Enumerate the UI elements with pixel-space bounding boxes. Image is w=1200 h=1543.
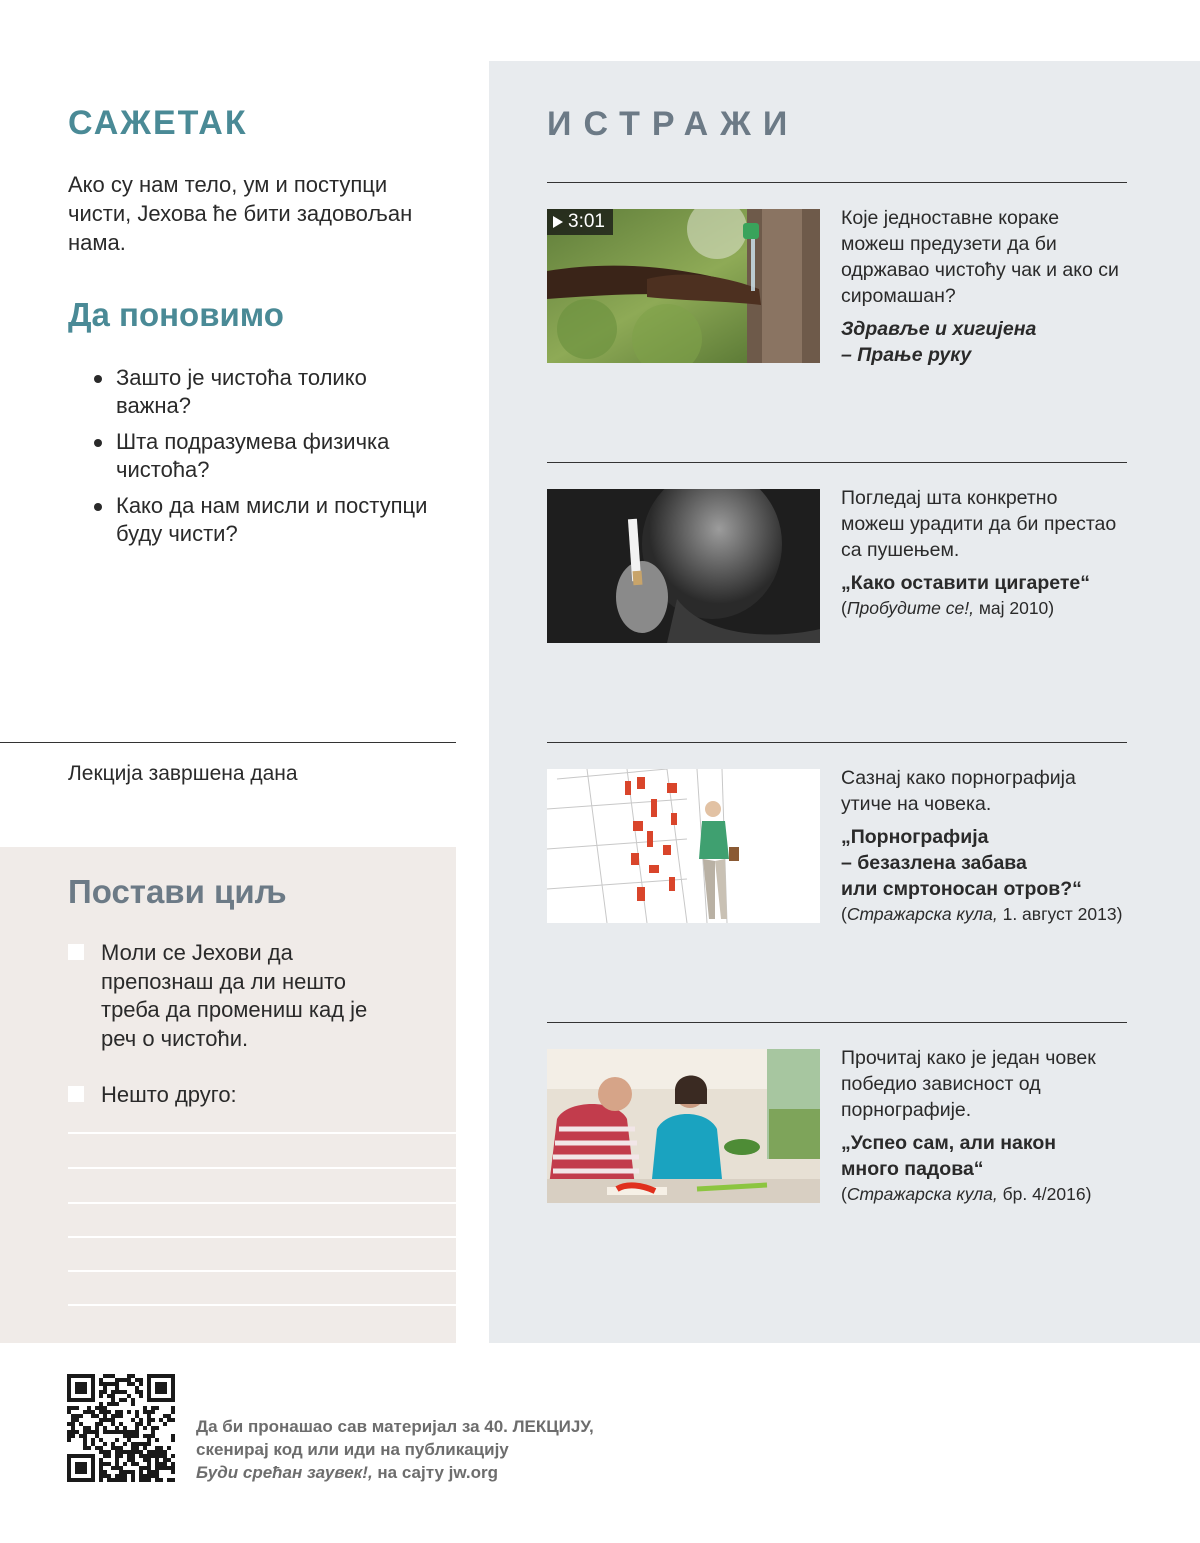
explore-link-title-line: – Прање руку (841, 344, 972, 366)
explore-item-text (841, 485, 1126, 620)
goal-checkbox[interactable] (68, 944, 84, 960)
qr-code-icon[interactable] (67, 1374, 175, 1482)
qr-code-graphic (67, 1374, 175, 1482)
explore-link-title-line: „Порнографија (841, 826, 989, 848)
writing-line[interactable] (68, 1270, 456, 1272)
source-date: мај 2010) (978, 598, 1055, 618)
goal-item-text: Моли се Јехови да препознаш да ли нешто треба да промениш кад је реч о чистоћи. (101, 940, 368, 1051)
couple-cooking-image (547, 1049, 820, 1203)
review-title: Да поновимо (68, 296, 284, 333)
source-publication: Пробудите се!, (846, 598, 974, 618)
explore-link-title-line: много падова“ (841, 1158, 984, 1180)
explore-link-title-line: Здравље и хигијена (841, 318, 1037, 340)
explore-panel (489, 61, 1200, 1343)
footer-line: Да би пронашао сав материјал за 40. ЛЕКЦИЈУ, (196, 1417, 594, 1436)
cigarette-photo[interactable] (547, 489, 820, 643)
goal-title: Постави циљ (68, 873, 287, 910)
lesson-completed-label: Лекција завршена дана (68, 762, 298, 785)
explore-description: Сазнај како порнографија утиче на човека. (841, 767, 1076, 815)
explore-description: Погледај шта конкретно можеш урадити да би престао са пушењем. (841, 487, 1117, 561)
explore-divider (547, 742, 1127, 743)
writing-line[interactable] (68, 1132, 456, 1134)
explore-description: Које једноставне кораке можеш предузети да би одржавао чистоћу чак и ако си сиромашан? (841, 207, 1119, 307)
explore-link-title-line: или смртоносан отров?“ (841, 878, 1082, 900)
source-date: 1. август 2013) (1002, 904, 1123, 924)
summary-title: САЖЕТАК (68, 104, 248, 142)
footer-instructions (196, 1415, 594, 1484)
man-with-phone-illustration (547, 769, 820, 923)
explore-divider (547, 182, 1127, 183)
explore-source: (Стражарска кула, 1. август 2013) (841, 904, 1123, 924)
explore-link-title[interactable] (841, 1130, 1126, 1182)
summary-text: Ако су нам тело, ум и поступци чисти, Јехова ће бити задовољан нама. (68, 172, 413, 255)
video-duration-badge (547, 209, 613, 235)
cigarette-image (547, 489, 820, 643)
source-publication: Стражарска кула, (846, 904, 998, 924)
explore-link-title[interactable] (841, 316, 1126, 368)
explore-description: Прочитај како је један човек победио зависност од порнографије. (841, 1047, 1096, 1121)
explore-source: (Пробудите се!, мај 2010) (841, 598, 1055, 618)
footer-website: на сајту jw.org (377, 1463, 499, 1482)
explore-source: (Стражарска кула, бр. 4/2016) (841, 1184, 1092, 1204)
footer-publication: Буди срећан заувек!, (196, 1463, 373, 1482)
explore-divider (547, 462, 1127, 463)
review-question: Зашто је чистоћа толико важна? (92, 364, 442, 420)
video-duration: 3:01 (568, 211, 605, 232)
explore-link-title[interactable] (841, 824, 1126, 902)
review-list (92, 364, 442, 556)
writing-line[interactable] (68, 1236, 456, 1238)
couple-cooking-photo[interactable] (547, 1049, 820, 1203)
explore-item-text (841, 1045, 1126, 1206)
explore-link-title-line: – безазлена забава (841, 852, 1027, 874)
explore-item-text (841, 765, 1126, 926)
goal-item (68, 939, 398, 1053)
explore-item-text (841, 205, 1126, 368)
goal-panel (0, 847, 456, 1343)
explore-title: ИСТРАЖИ (547, 105, 800, 143)
review-question: Шта подразумева физичка чистоћа? (92, 428, 442, 484)
footer-line (196, 1461, 594, 1484)
goal-item (68, 1081, 398, 1110)
footer-line: скенирај код или иди на публикацију (196, 1440, 509, 1459)
goal-item-text: Нешто друго: (101, 1082, 237, 1107)
writing-line[interactable] (68, 1167, 456, 1169)
pornography-illustration[interactable] (547, 769, 820, 923)
explore-divider (547, 1022, 1127, 1023)
review-question: Како да нам мисли и поступци буду чисти? (92, 492, 442, 548)
source-publication: Стражарска кула, (846, 1184, 998, 1204)
explore-link-title[interactable]: „Како оставити цигарете“ (841, 572, 1090, 594)
explore-link-title-line: „Успео сам, али након (841, 1132, 1057, 1154)
source-date: бр. 4/2016) (1002, 1184, 1092, 1204)
goal-checkbox[interactable] (68, 1086, 84, 1102)
lesson-divider (0, 742, 456, 743)
writing-line[interactable] (68, 1304, 456, 1306)
writing-line[interactable] (68, 1202, 456, 1204)
hand-washing-video-thumbnail[interactable] (547, 209, 820, 363)
play-icon (553, 216, 563, 228)
